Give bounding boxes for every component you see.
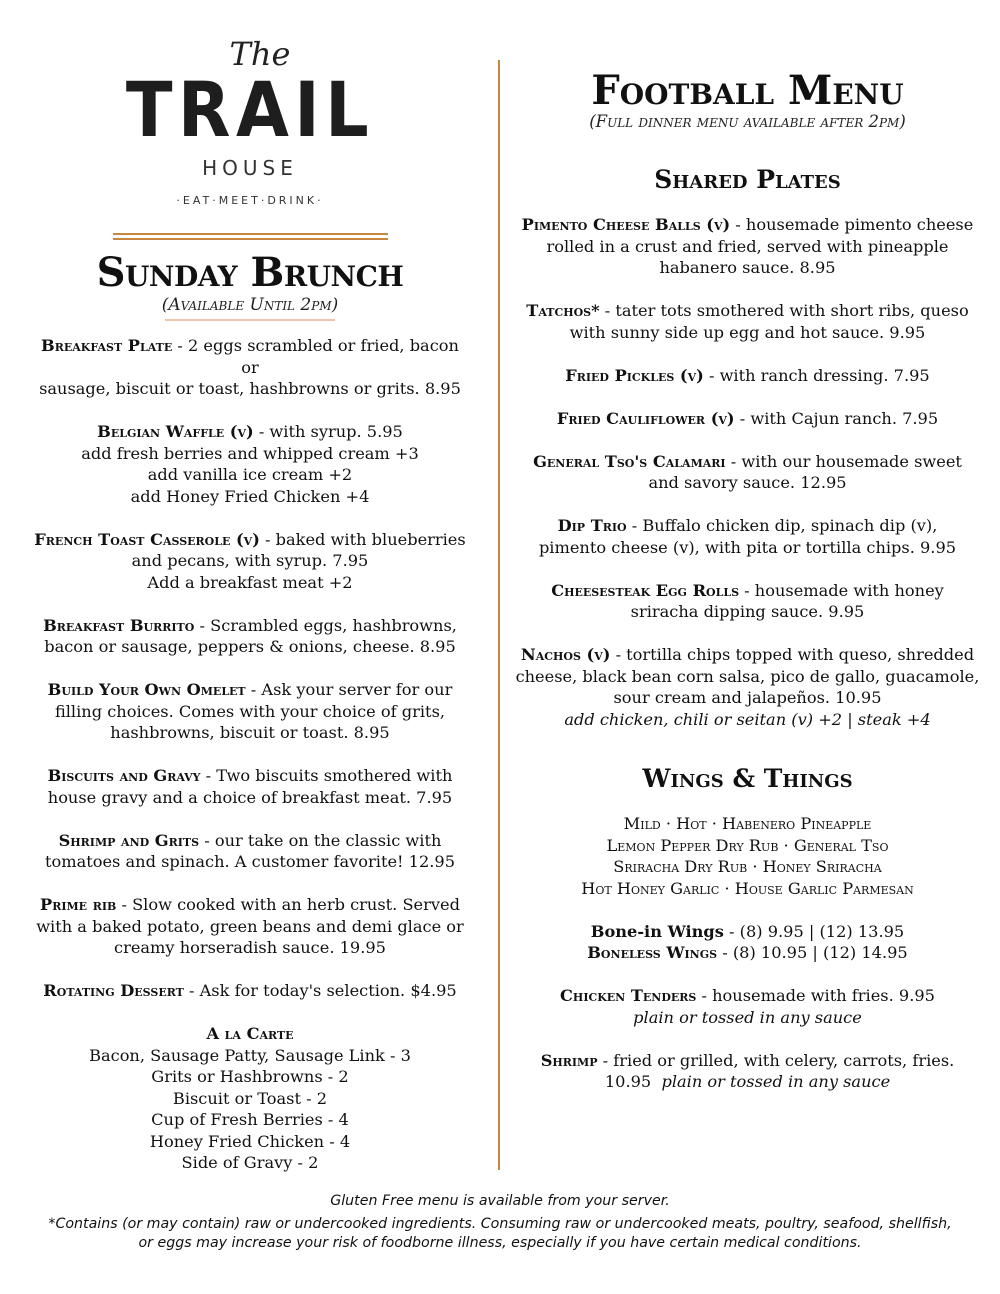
logo-house: HOUSE	[202, 156, 298, 180]
subtitle-underline	[165, 319, 335, 321]
item-name: Nachos (v)	[520, 645, 611, 664]
logo	[30, 35, 470, 207]
wings-prices: Bone-in Wings - (8) 9.95 | (12) 13.95 Boneless Wings - (8) 10.95 | (12) 14.95	[587, 921, 908, 962]
menu-item: Breakfast Plate - 2 eggs scrambled or fried, bacon or sausage, biscuit or toast, hashbrowns or grits. 8.95	[39, 336, 461, 398]
item-name: Pimento Cheese Balls (v)	[521, 215, 731, 234]
wings-heading: Wings & Things	[642, 764, 853, 793]
shared-plates	[515, 214, 980, 730]
item-name: Dip Trio	[557, 516, 627, 535]
logo-trail: TRAIL	[125, 65, 375, 154]
food-warning-line-1: *Contains (or may contain) raw or undercooked ingredients. Consuming raw or undercooked meats, poultry, seafood, shellfish,	[48, 1216, 952, 1232]
menu-item: Tatchos* - tater tots smothered with short ribs, queso with sunny side up egg and hot sauce. 9.95	[526, 301, 969, 342]
menu-item: Prime rib - Slow cooked with an herb crust. Served with a baked potato, green beans and demi glace or creamy horseradish sauce. 19.95	[36, 895, 464, 957]
football-subtitle: (Full dinner menu available after 2pm)	[589, 112, 906, 131]
item-name: Fried Pickles (v)	[565, 365, 704, 385]
food-warning-line-2: or eggs may increase your risk of foodborne illness, especially if you have certain medical conditions.	[138, 1235, 862, 1251]
menu-item: Nachos (v) - tortilla chips topped with queso, shredded cheese, black bean corn salsa, pico de gallo, guacamole, sour cream and jalapeños. 10.95 add chicken, chili or seitan (v) +2 | steak +4	[515, 645, 980, 729]
item-note: plain or tossed in any sauce	[661, 1072, 891, 1091]
item-name: Cheesesteak Egg Rolls	[551, 580, 740, 600]
menu-item: General Tso's Calamari - with our housemade sweet and savory sauce. 12.95	[533, 451, 962, 492]
brunch-title: Sunday Brunch	[96, 249, 404, 296]
menu-item: Belgian Waffle (v) - with syrup. 5.95 add fresh berries and whipped cream +3 add vanilla ice cream +2 add Honey Fried Chicken +4	[81, 422, 419, 506]
brunch-subtitle: (Available Until 2pm)	[161, 295, 339, 315]
sauce-list: Mild · Hot · Habenero Pineapple Lemon Pepper Dry Rub · General Tso Sriracha Dry Rub · Honey Sriracha Hot Honey Garlic · House Garlic Parmesan	[581, 814, 914, 898]
menu-item: Fried Cauliflower (v) - with Cajun ranch. 7.95	[556, 408, 939, 428]
item-name: Shrimp and Grits	[58, 830, 200, 850]
menu-item: Breakfast Burrito - Scrambled eggs, hashbrowns, bacon or sausage, peppers & onions, cheese. 8.95	[43, 615, 457, 656]
item-name: General Tso's Calamari	[533, 451, 726, 471]
menu-item: Rotating Dessert - Ask for today's selection. $4.95	[43, 981, 457, 1000]
logo-tagline: ·EAT·MEET·DRINK·	[176, 194, 324, 207]
menu-item: Biscuits and Gravy - Two biscuits smothered with house gravy and a choice of breakfast meat. 7.95	[47, 766, 453, 807]
brunch-items	[30, 335, 470, 1174]
item-name: French Toast Casserole (v)	[34, 529, 260, 549]
item-name: Fried Cauliflower (v)	[556, 408, 735, 428]
double-divider	[113, 233, 388, 240]
menu-item: Cheesesteak Egg Rolls - housemade with honey sriracha dipping sauce. 9.95	[551, 580, 944, 621]
brunch-column	[30, 30, 470, 1195]
item-name: Prime rib	[40, 895, 117, 914]
item-name: Tatchos*	[526, 301, 600, 320]
item-name: Shrimp	[540, 1050, 598, 1070]
football-title: Football Menu	[591, 67, 904, 114]
item-name: Chicken Tenders	[560, 986, 697, 1005]
football-column	[515, 67, 980, 1114]
item-name: Biscuits and Gravy	[47, 766, 201, 785]
menu-item: Shrimp and Grits - our take on the classic with tomatoes and spinach. A customer favorite! 12.95	[44, 830, 456, 871]
column-divider	[498, 60, 500, 1170]
item-name: Build Your Own Omelet	[47, 680, 246, 699]
menu-item: French Toast Casserole (v) - baked with blueberries and pecans, with syrup. 7.95 Add a breakfast meat +2	[34, 529, 466, 592]
item-name: Boneless Wings	[587, 943, 718, 962]
shared-plates-heading: Shared Plates	[654, 165, 841, 194]
item-name: Breakfast Plate	[41, 336, 173, 355]
item-note: add chicken, chili or seitan (v) +2 | steak +4	[564, 709, 931, 729]
menu-item: Build Your Own Omelet - Ask your server for our filling choices. Comes with your choice of grits, hashbrowns, biscuit or toast. 8.95	[47, 680, 453, 742]
footer	[20, 1192, 980, 1253]
a-la-carte-title: A la Carte	[206, 1024, 294, 1043]
item-name: Breakfast Burrito	[43, 615, 195, 635]
menu-item: Shrimp - fried or grilled, with celery, carrots, fries. 10.95 plain or tossed in any sauce	[540, 1050, 955, 1091]
menu-item: Dip Trio - Buffalo chicken dip, spinach dip (v), pimento cheese (v), with pita or tortilla chips. 9.95	[538, 516, 957, 557]
menu-item: Fried Pickles (v) - with ranch dressing. 7.95	[565, 365, 930, 385]
item-name: Rotating Dessert	[43, 981, 184, 1000]
logo-the: The	[229, 35, 291, 73]
item-name: Belgian Waffle (v)	[97, 422, 254, 441]
item-name: Bone-in Wings	[590, 921, 724, 941]
gluten-free-note: Gluten Free menu is available from your server.	[330, 1193, 670, 1209]
menu-item: Chicken Tenders - housemade with fries. 9.95 plain or tossed in any sauce	[560, 986, 935, 1027]
item-note: plain or tossed in any sauce	[633, 1007, 862, 1027]
wings-and-things	[515, 813, 980, 1093]
menu-item: Pimento Cheese Balls (v) - housemade pimento cheese rolled in a crust and fried, served with pineapple habanero sauce. 8.95	[521, 215, 974, 277]
a-la-carte: A la Carte Bacon, Sausage Patty, Sausage Link - 3 Grits or Hashbrowns - 2 Biscuit or Toast - 2 Cup of Fresh Berries - 4 Honey Fried Chicken - 4 Side of Gravy - 2	[89, 1024, 411, 1172]
